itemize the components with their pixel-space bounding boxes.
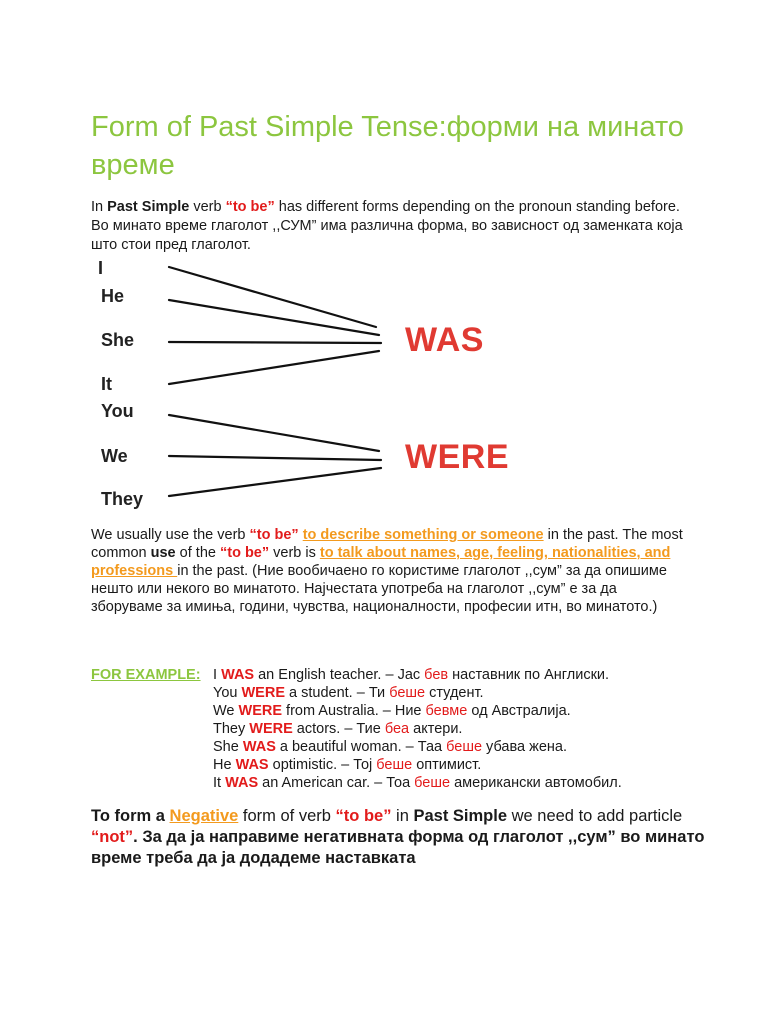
intro-text: verb	[189, 199, 226, 215]
example-translation-verb: бевме	[425, 703, 468, 719]
connector-line-we	[169, 456, 381, 460]
pronoun-diagram	[93, 255, 533, 520]
usage-describe-highlight: to describe something or someone	[302, 527, 544, 543]
connector-lines	[93, 255, 533, 520]
negative-text: form	[238, 807, 276, 825]
negative-text: To form a	[91, 807, 170, 825]
example-text: an English teacher. – Јас	[254, 667, 425, 683]
pronoun-it: It	[101, 374, 112, 394]
negative-text: in	[391, 807, 414, 825]
usage-text: verb is	[269, 545, 320, 561]
intro-text: has different forms depending on the pronoun standing before. Во минато време глаголот ,,СУМ” има различна форма, во зависност од заменката која што стои пред глаголот.	[91, 199, 683, 253]
page-title: Form of Past Simple Tense:форми на минато време	[91, 111, 684, 181]
negative-past-simple: Past Simple	[413, 807, 508, 825]
example-text: американски автомобил.	[450, 775, 622, 791]
usage-paragraph	[91, 526, 691, 616]
example-text: She	[213, 739, 243, 755]
intro-text: In	[91, 199, 108, 215]
example-text: од Австралија.	[467, 703, 571, 719]
example-text: убава жена.	[482, 739, 567, 755]
example-verb: WERE	[238, 703, 283, 719]
example-verb: WAS	[235, 757, 269, 773]
example-verb: WAS	[242, 739, 276, 755]
pronoun-you: You	[101, 401, 134, 421]
negative-text: . За да ја направиме негативната форма од глаголот ,,сум” во минато време треба да ја додадеме наставката	[91, 828, 705, 867]
usage-use-word: use	[150, 545, 176, 561]
usage-text: in the past. The most common	[91, 527, 683, 561]
pronoun-he: He	[101, 286, 125, 306]
negative-word: Negative	[169, 807, 239, 825]
example-text: a beautiful woman. – Таа	[275, 739, 447, 755]
connector-line-it	[169, 351, 379, 384]
connector-line-he	[169, 300, 379, 335]
example-line	[213, 720, 622, 738]
example-line	[213, 756, 622, 774]
pronoun-we: We	[101, 446, 128, 466]
were-label: WERE	[405, 438, 509, 476]
negative-not: “not”	[91, 828, 134, 846]
example-translation-verb: беа	[384, 721, 410, 737]
example-text: optimistic. – Тој	[268, 757, 377, 773]
usage-text: We usually use the verb	[91, 527, 250, 543]
connector-line-you	[169, 415, 379, 451]
example-text: You	[213, 685, 242, 701]
example-text: He	[213, 757, 236, 773]
intro-paragraph	[91, 198, 691, 255]
pronoun-they: They	[101, 489, 144, 509]
example-text: наставник по Англиски.	[448, 667, 610, 683]
connector-line-they	[169, 468, 381, 496]
example-text: an American car. – Тоа	[258, 775, 415, 791]
connector-line-she	[169, 342, 381, 343]
example-text: актери.	[409, 721, 463, 737]
example-translation-verb: беше	[446, 739, 483, 755]
usage-topics-highlight: to talk about names, age, feeling, nationalities, and professions	[91, 545, 671, 579]
example-text: from Australia. – Ние	[282, 703, 426, 719]
example-text: We	[213, 703, 239, 719]
negative-text: of verb	[275, 807, 336, 825]
example-verb: WERE	[249, 721, 293, 737]
example-translation-verb: беше	[414, 775, 451, 791]
example-text: It	[213, 775, 226, 791]
example-line	[213, 738, 622, 756]
example-verb: WAS	[221, 667, 255, 683]
negative-to-be: “to be”	[335, 807, 392, 825]
examples-list	[213, 666, 622, 792]
usage-to-be: “to be”	[249, 527, 299, 543]
negative-text: we need to add particle	[507, 807, 683, 825]
example-verb: WERE	[241, 685, 285, 701]
usage-to-be: “to be”	[219, 545, 270, 561]
example-line	[213, 774, 622, 792]
usage-text: in the past. (Ние вообичаено го користиме глаголот ,,сум” за да опишиме нешто или некого во минатото. Најчестата употреба на глаголот ,,сум” е за да зборуваме за имиња, години, чувства, националности, професии итн, во минатото.)	[91, 563, 667, 615]
example-text: They	[213, 721, 250, 737]
example-translation-verb: бев	[424, 667, 449, 683]
negative-paragraph	[91, 806, 711, 869]
pronoun-i: I	[98, 258, 104, 278]
example-text: I	[213, 667, 222, 683]
example-line	[213, 702, 622, 720]
usage-text: of the	[175, 545, 220, 561]
example-verb: WAS	[225, 775, 259, 791]
document-page	[91, 108, 691, 255]
example-text: actors. – Тие	[292, 721, 385, 737]
examples-label: FOR EXAMPLE:	[91, 667, 201, 683]
example-text: оптимист.	[412, 757, 482, 773]
intro-past-simple: Past Simple	[107, 199, 190, 215]
example-text: студент.	[425, 685, 484, 701]
was-label: WAS	[405, 321, 484, 359]
example-translation-verb: беше	[389, 685, 426, 701]
example-line	[213, 684, 622, 702]
example-text: a student. – Ти	[285, 685, 390, 701]
example-translation-verb: беше	[376, 757, 413, 773]
example-line	[213, 666, 622, 684]
pronoun-she: She	[101, 330, 135, 350]
intro-to-be: “to be”	[225, 199, 275, 215]
